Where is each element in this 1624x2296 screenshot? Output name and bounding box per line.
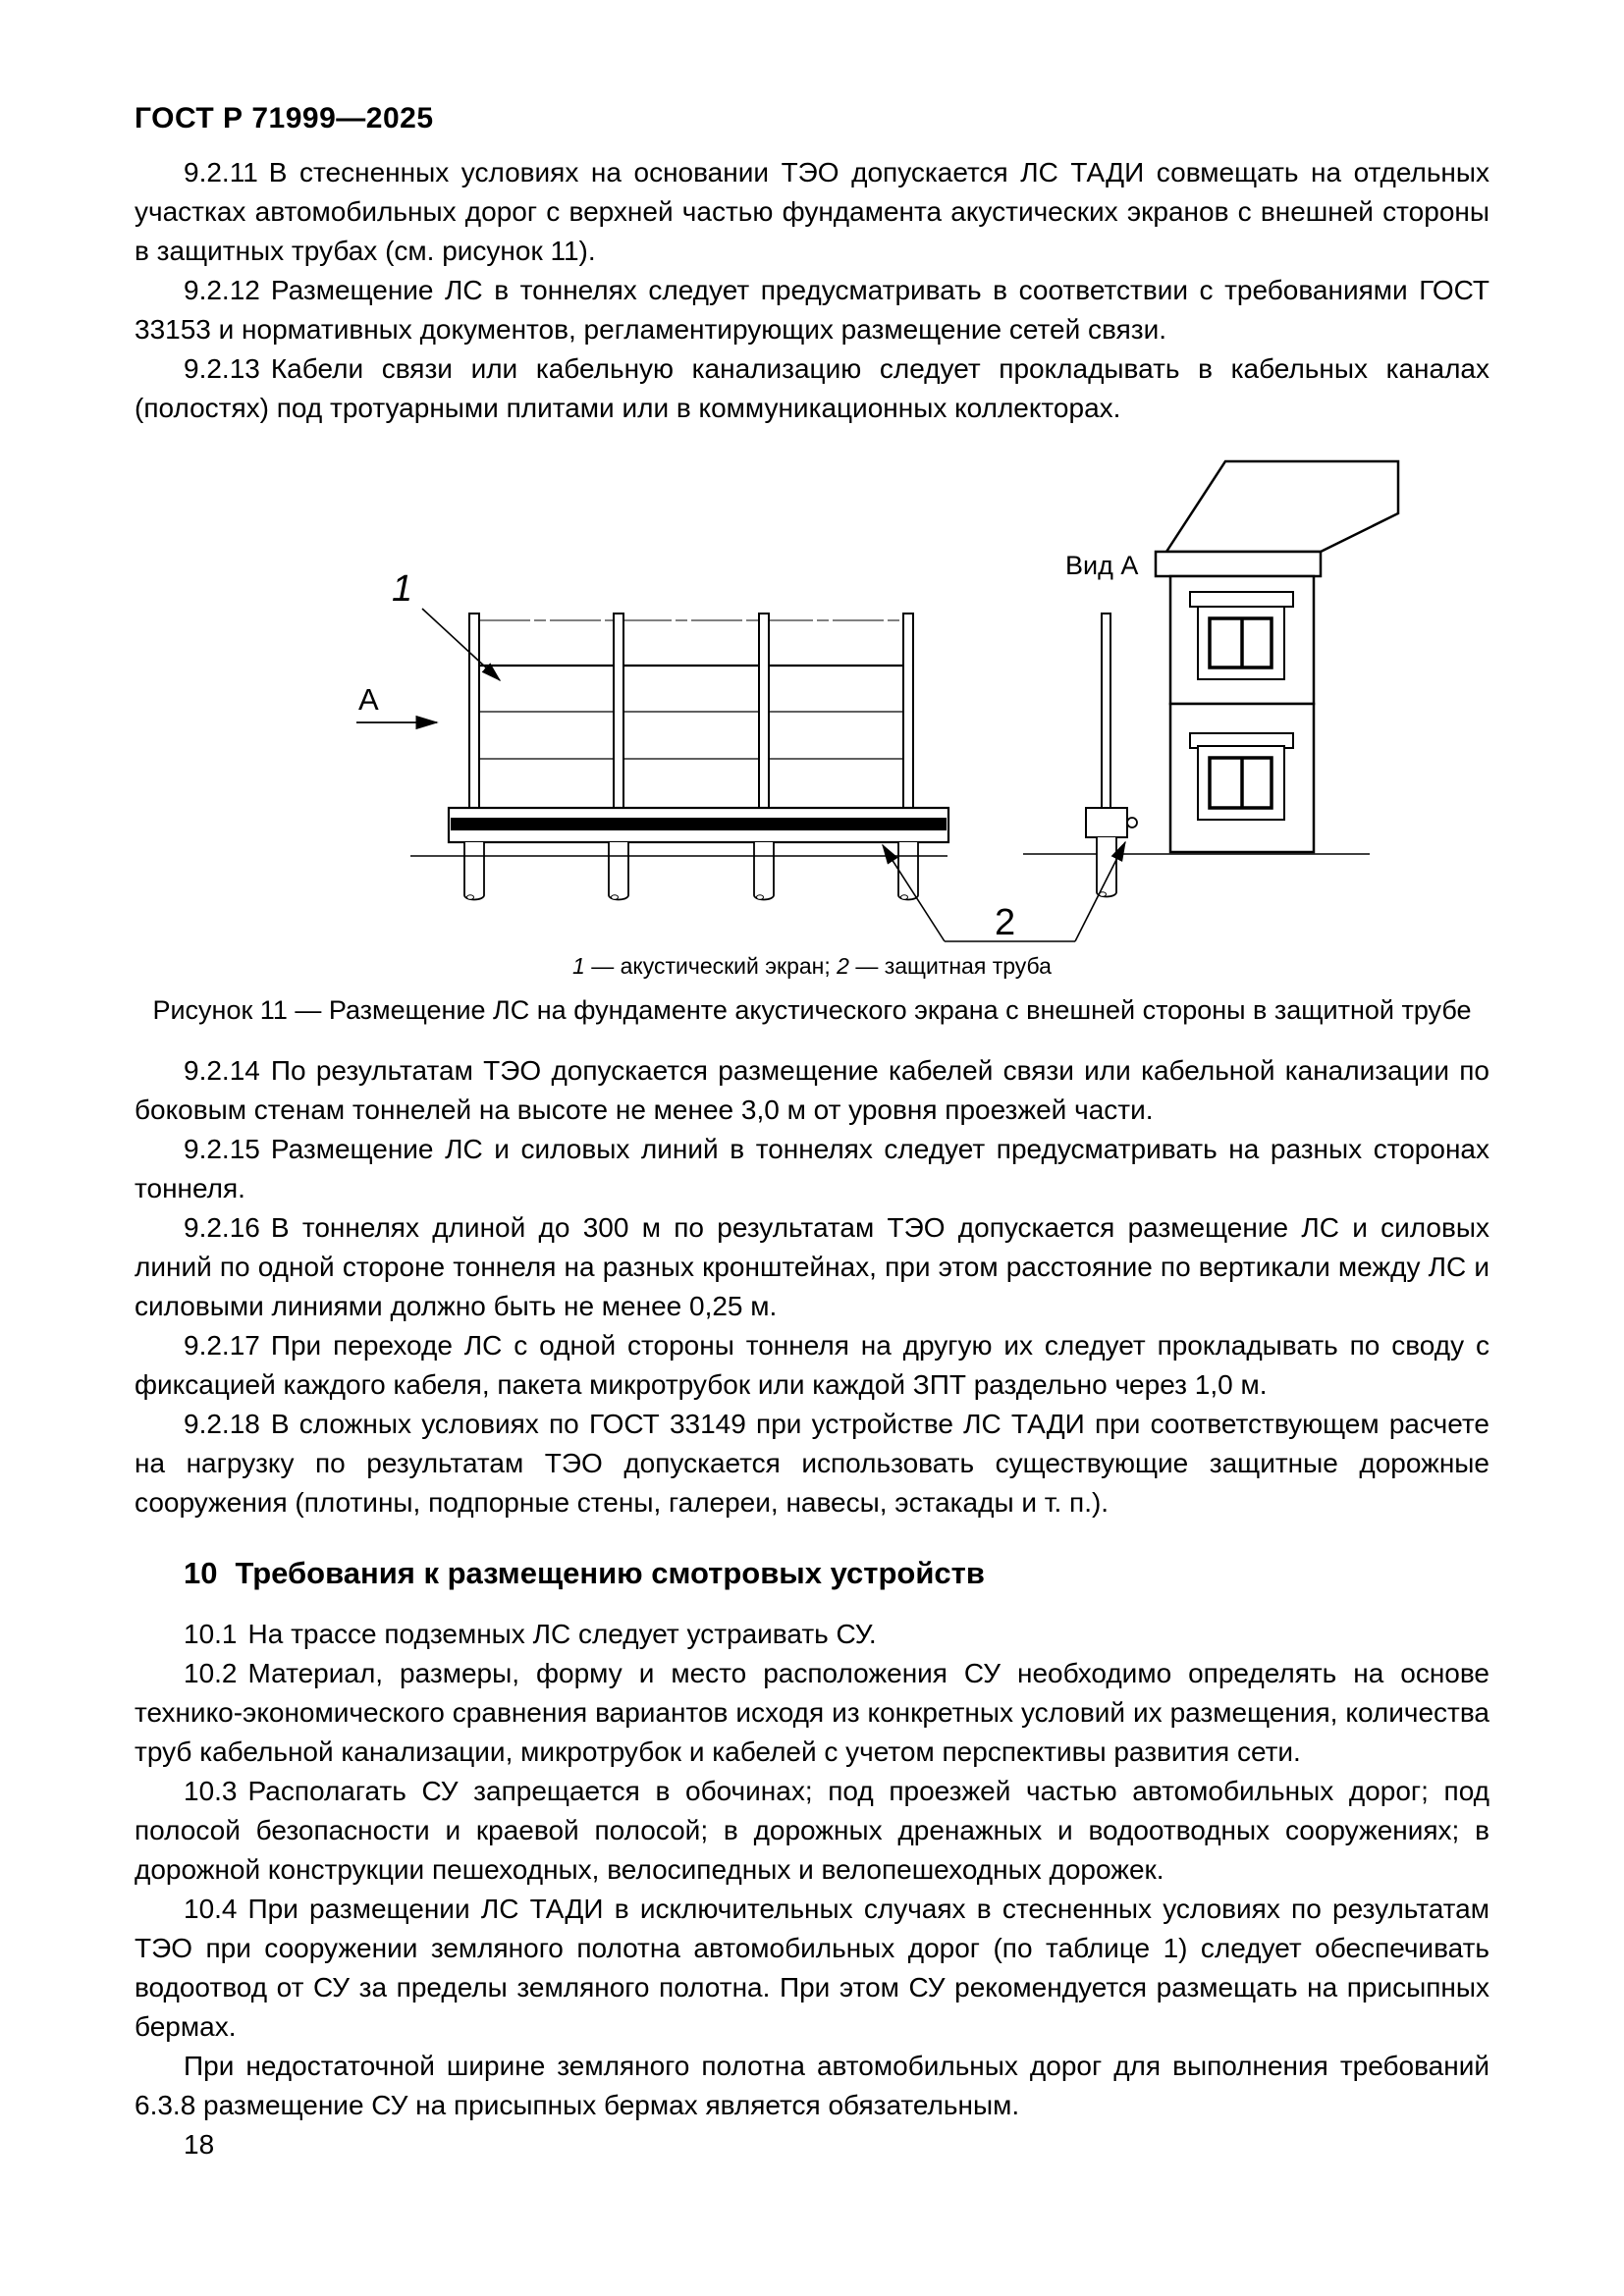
view-a-foundation-block [1086, 808, 1127, 837]
screen-post [759, 614, 769, 808]
clause-10-2 [135, 1654, 1489, 1772]
legend-item-1-text: — акустический экран; [584, 953, 838, 979]
clause-9-2-16 [135, 1208, 1489, 1326]
legend-item-2-num: 2 [837, 953, 849, 979]
pile-foot-detail [612, 895, 619, 900]
section-10-heading [135, 1556, 1489, 1591]
clause-text: Материал, размеры, форму и место расположения СУ необходимо определять на основе технико-экономического сравнения вариантов исходя из конкретных условий их размещения, количества труб кабельной канализации, микротрубок и кабелей с учетом перспективы развития сети. [135, 1658, 1489, 1767]
clause-text: Располагать СУ запрещается в обочинах; под проезжей частью автомобильных дорог; под полосой безопасности и краевой полосой; в дорожных дренажных и водоотводных сооружениях; в дорожной конструкции пешеходных, велосипедных и велопешеходных дорожек. [135, 1776, 1489, 1885]
protective-tube-stripe [451, 818, 947, 830]
screen-post [903, 614, 913, 808]
clause-number: 9.2.16 [184, 1212, 260, 1243]
clause-9-2-13 [135, 349, 1489, 428]
view-a-post [1102, 614, 1110, 808]
clause-text: Размещение ЛС и силовых линий в тоннелях следует предусматривать на разных сторонах тоннеля. [135, 1134, 1489, 1203]
clause-number: 9.2.15 [184, 1134, 260, 1164]
closing-paragraph: При недостаточной ширине земляного полотна автомобильных дорог для выполнения требований 6.3.8 размещение СУ на присыпных бермах является обязательным. [135, 2051, 1489, 2120]
screen-post [469, 614, 479, 808]
figure-11 [135, 452, 1489, 1026]
clause-number: 10.2 [184, 1658, 238, 1688]
pile [464, 842, 484, 900]
section-title: Требования к размещению смотровых устройств [235, 1556, 985, 1590]
legend-item-2-text: — защитная труба [848, 953, 1052, 979]
pile [609, 842, 628, 900]
upper-window-lintel [1190, 592, 1293, 607]
screen-panel-lines [479, 620, 903, 759]
legend-item-1-num: 1 [572, 953, 585, 979]
page-number: 18 [184, 2129, 215, 2160]
callout-2-label: 2 [995, 902, 1016, 943]
figure-legend [135, 953, 1489, 980]
clause-number: 10.1 [184, 1619, 238, 1649]
building-cornice [1156, 552, 1321, 576]
clause-9-2-17 [135, 1326, 1489, 1405]
figure-caption: Рисунок 11 — Размещение ЛС на фундаменте акустического экрана с внешней стороны в защитной трубе [152, 995, 1472, 1025]
foundation-piles [464, 842, 918, 900]
clause-9-2-12 [135, 271, 1489, 349]
screen-posts [469, 614, 913, 808]
callout-1-leader-arrow [422, 609, 500, 680]
pile [898, 842, 918, 900]
clause-number: 10.4 [184, 1894, 238, 1924]
clause-number: 10.3 [184, 1776, 238, 1806]
view-a-label: Вид А [1065, 551, 1139, 580]
clause-number: 9.2.12 [184, 275, 260, 305]
clause-10-1 [135, 1615, 1489, 1654]
document-code: ГОСТ Р 71999—2025 [135, 102, 434, 134]
clause-9-2-11 [135, 153, 1489, 271]
clause-number: 9.2.11 [184, 157, 258, 187]
acoustic-screen-drawing [135, 452, 1489, 947]
clause-number: 9.2.13 [184, 353, 260, 384]
section-arrow-label: А [358, 682, 379, 717]
clause-number: 9.2.17 [184, 1330, 260, 1361]
clause-text: При размещении ЛС ТАДИ в исключительных случаях в стесненных условиях по результатам ТЭО при сооружении земляного полотна автомобильных дорог (по таблице 1) следует обеспечивать водоотвод от СУ за пределы земляного полотна. При этом СУ рекомендуется размещать на присыпных бермах. [135, 1894, 1489, 2042]
clause-text: В сложных условиях по ГОСТ 33149 при устройстве ЛС ТАДИ при соответствующем расчете на нагрузку по результатам ТЭО допускается использовать существующие защитные дорожные сооружения (плотины, подпорные стены, галереи, навесы, эстакады и т. п.). [135, 1409, 1489, 1518]
clause-9-2-18 [135, 1405, 1489, 1522]
clause-10-4 [135, 1890, 1489, 2047]
screen-post [614, 614, 623, 808]
building [1156, 461, 1398, 852]
clause-text: На трассе подземных ЛС следует устраивать СУ. [247, 1619, 877, 1649]
page-content [135, 102, 1489, 2164]
clause-text: В тоннелях длиной до 300 м по результатам ТЭО допускается размещение ЛС и силовых линий по одной стороне тоннеля на разных кронштейнах, при этом расстояние по вертикали между ЛС и силовыми линиями должно быть не менее 0,25 м. [135, 1212, 1489, 1321]
clause-text: По результатам ТЭО допускается размещение кабелей связи или кабельной канализации по боковым стенам тоннелей на высоте не менее 3,0 м от уровня проезжей части. [135, 1055, 1489, 1125]
clause-text: При переходе ЛС с одной стороны тоннеля на другую их следует прокладывать по своду с фиксацией каждого кабеля, пакета микротрубок или каждой ЗПТ раздельно через 1,0 м. [135, 1330, 1489, 1400]
building-roof [1166, 461, 1398, 552]
pile-foot-detail [757, 895, 764, 900]
clause-text: Размещение ЛС в тоннелях следует предусматривать в соответствии с требованиями ГОСТ 33153 и нормативных документов, регламентирующих размещение сетей связи. [135, 275, 1489, 345]
clause-text: Кабели связи или кабельную канализацию следует прокладывать в кабельных каналах (полостях) под тротуарными плитами или в коммуникационных коллекторах. [135, 353, 1489, 423]
callout-1-label: 1 [392, 568, 413, 610]
pile-foot-detail [467, 895, 474, 900]
clause-10-3 [135, 1772, 1489, 1890]
pile [754, 842, 774, 899]
clause-9-2-14 [135, 1051, 1489, 1130]
clause-9-2-15 [135, 1130, 1489, 1208]
clause-text: В стесненных условиях на основании ТЭО допускается ЛС ТАДИ совмещать на отдельных участках автомобильных дорог с верхней частью фундамента акустических экранов с внешней стороны в защитных трубах (см. рисунок 11). [135, 157, 1489, 266]
clause-number: 9.2.14 [184, 1055, 260, 1086]
clause-number: 9.2.18 [184, 1409, 260, 1439]
protective-tube-end [1127, 818, 1137, 828]
pile-foot-detail [901, 895, 908, 900]
section-number: 10 [184, 1556, 218, 1590]
